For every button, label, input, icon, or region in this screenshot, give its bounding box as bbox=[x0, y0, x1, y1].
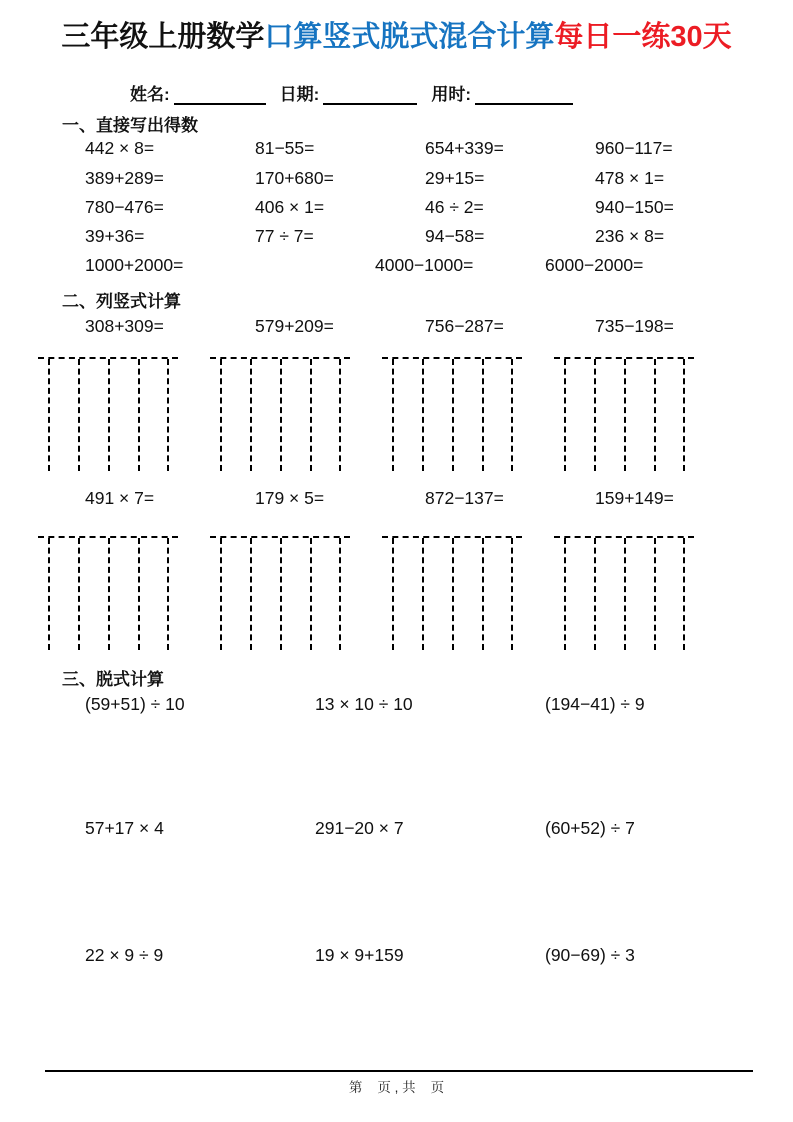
computation-grid-row bbox=[38, 357, 694, 474]
math-problem: 491 × 7= bbox=[85, 488, 155, 508]
grid-column-line bbox=[654, 359, 656, 471]
math-problem: 81−55= bbox=[255, 138, 315, 158]
grid-column-line bbox=[220, 359, 222, 471]
stepwise-problem-row bbox=[0, 694, 645, 715]
grid-column-line bbox=[683, 359, 685, 471]
math-problem: 960−117= bbox=[595, 138, 673, 158]
grid-column-line bbox=[48, 359, 50, 471]
worksheet-title bbox=[0, 14, 793, 55]
computation-grid bbox=[382, 536, 522, 653]
math-problem: 46 ÷ 2= bbox=[425, 197, 484, 217]
grid-column-line bbox=[108, 538, 110, 650]
name-blank-line bbox=[174, 86, 266, 105]
grid-column-line bbox=[310, 359, 312, 471]
grid-column-line bbox=[280, 359, 282, 471]
math-problem: 940−150= bbox=[595, 197, 674, 217]
time-label: 用时: bbox=[431, 85, 472, 104]
grid-column-line bbox=[594, 538, 596, 650]
math-problem: 6000−2000= bbox=[545, 255, 644, 275]
oral-problem-row bbox=[0, 226, 664, 247]
section-heading-stepwise: 三、脱式计算 bbox=[62, 670, 164, 689]
stepwise-problem-row bbox=[0, 818, 635, 839]
grid-column-line bbox=[167, 538, 169, 650]
stepwise-problem-row bbox=[0, 945, 635, 966]
title-grade-segment: 三年级上册数学 bbox=[61, 21, 265, 53]
grid-column-line bbox=[392, 538, 394, 650]
math-problem: 579+209= bbox=[255, 316, 334, 336]
computation-grid-row bbox=[38, 536, 694, 653]
date-label: 日期: bbox=[279, 85, 320, 104]
grid-column-line bbox=[482, 359, 484, 471]
grid-column-line bbox=[511, 538, 513, 650]
math-problem: 77 ÷ 7= bbox=[255, 226, 314, 246]
grid-column-line bbox=[138, 359, 140, 471]
grid-column-line bbox=[422, 359, 424, 471]
section-heading-vertical: 二、列竖式计算 bbox=[62, 292, 181, 311]
math-problem: 654+339= bbox=[425, 138, 504, 158]
oral-problem-row bbox=[0, 168, 664, 189]
math-problem: 308+309= bbox=[85, 316, 164, 336]
math-problem: (194−41) ÷ 9 bbox=[545, 694, 645, 714]
grid-column-line bbox=[108, 359, 110, 471]
math-problem: 19 × 9+159 bbox=[315, 945, 404, 965]
grid-column-line bbox=[167, 359, 169, 471]
math-problem: 442 × 8= bbox=[85, 138, 155, 158]
computation-grid bbox=[38, 357, 178, 474]
computation-grid bbox=[210, 357, 350, 474]
math-problem: 159+149= bbox=[595, 488, 674, 508]
vertical-problem-row bbox=[0, 316, 674, 337]
math-problem: 29+15= bbox=[425, 168, 485, 188]
vertical-problem-row bbox=[0, 488, 674, 509]
grid-column-line bbox=[624, 538, 626, 650]
computation-grid bbox=[38, 536, 178, 653]
grid-column-line bbox=[594, 359, 596, 471]
grid-column-line bbox=[310, 538, 312, 650]
grid-column-line bbox=[564, 359, 566, 471]
computation-grid bbox=[382, 357, 522, 474]
grid-column-line bbox=[250, 359, 252, 471]
grid-column-line bbox=[392, 359, 394, 471]
oral-problem-row bbox=[0, 255, 643, 276]
math-problem: 389+289= bbox=[85, 168, 164, 188]
grid-column-line bbox=[564, 538, 566, 650]
math-problem: (90−69) ÷ 3 bbox=[545, 945, 635, 965]
title-topic-segment: 口算竖式脱式混合计算 bbox=[264, 21, 555, 53]
math-problem: 780−476= bbox=[85, 197, 164, 217]
math-problem: 39+36= bbox=[85, 226, 145, 246]
name-label: 姓名: bbox=[130, 85, 170, 104]
math-problem: 4000−1000= bbox=[375, 255, 474, 275]
math-problem: (60+52) ÷ 7 bbox=[545, 818, 635, 838]
time-blank-line bbox=[475, 86, 573, 105]
grid-column-line bbox=[422, 538, 424, 650]
grid-column-line bbox=[78, 538, 80, 650]
grid-column-line bbox=[624, 359, 626, 471]
math-problem: 478 × 1= bbox=[595, 168, 665, 188]
math-problem: 291−20 × 7 bbox=[315, 818, 404, 838]
math-problem: 13 × 10 ÷ 10 bbox=[315, 694, 413, 714]
grid-column-line bbox=[511, 359, 513, 471]
computation-grid bbox=[210, 536, 350, 653]
math-problem: 735−198= bbox=[595, 316, 674, 336]
math-problem: (59+51) ÷ 10 bbox=[85, 694, 185, 714]
oral-problem-row bbox=[0, 138, 673, 159]
grid-column-line bbox=[452, 538, 454, 650]
math-problem: 170+680= bbox=[255, 168, 334, 188]
grid-column-line bbox=[339, 538, 341, 650]
student-info-row bbox=[130, 80, 573, 105]
grid-column-line bbox=[654, 538, 656, 650]
math-problem: 1000+2000= bbox=[85, 255, 184, 275]
grid-column-line bbox=[138, 538, 140, 650]
math-problem: 756−287= bbox=[425, 316, 504, 336]
grid-column-line bbox=[339, 359, 341, 471]
grid-column-line bbox=[452, 359, 454, 471]
grid-column-line bbox=[683, 538, 685, 650]
math-problem: 22 × 9 ÷ 9 bbox=[85, 945, 164, 965]
grid-column-line bbox=[280, 538, 282, 650]
math-problem: 406 × 1= bbox=[255, 197, 325, 217]
math-problem: 872−137= bbox=[425, 488, 504, 508]
title-series-segment: 每日一练30天 bbox=[554, 21, 732, 53]
math-problem: 94−58= bbox=[425, 226, 485, 246]
computation-grid bbox=[554, 357, 694, 474]
grid-column-line bbox=[48, 538, 50, 650]
date-blank-line bbox=[323, 86, 417, 105]
math-problem: 179 × 5= bbox=[255, 488, 325, 508]
oral-problem-row bbox=[0, 197, 674, 218]
grid-column-line bbox=[250, 538, 252, 650]
math-problem: 57+17 × 4 bbox=[85, 818, 164, 838]
section-heading-oral: 一、直接写出得数 bbox=[62, 116, 198, 135]
grid-column-line bbox=[78, 359, 80, 471]
grid-column-line bbox=[482, 538, 484, 650]
grid-column-line bbox=[220, 538, 222, 650]
math-problem: 236 × 8= bbox=[595, 226, 665, 246]
page-number-text: 第 页 , 共 页 bbox=[348, 1080, 445, 1095]
computation-grid bbox=[554, 536, 694, 653]
footer-divider bbox=[45, 1070, 753, 1072]
